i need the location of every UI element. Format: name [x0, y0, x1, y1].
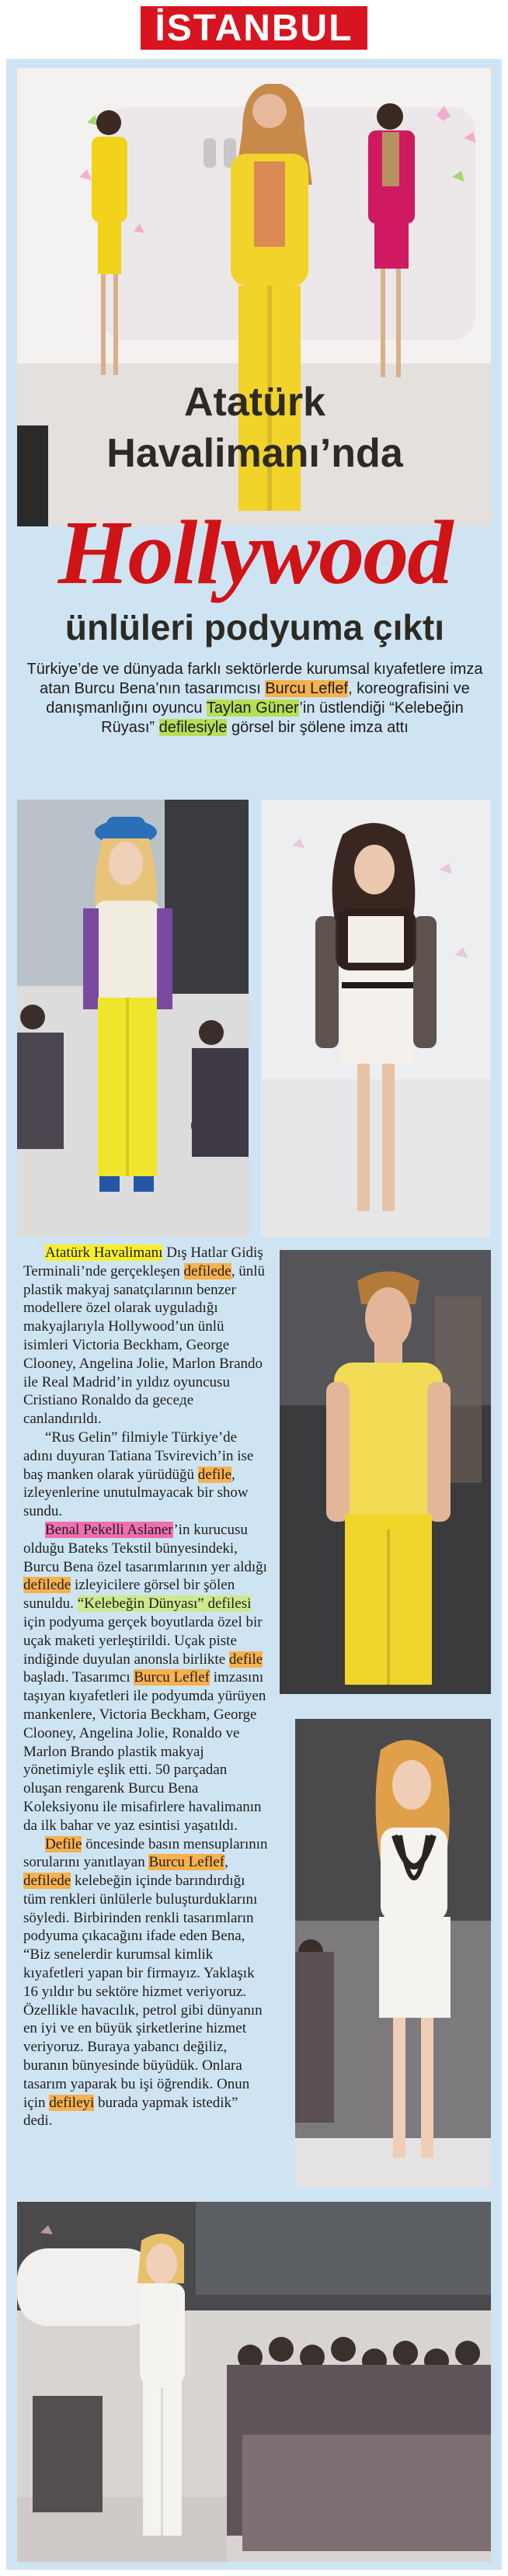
paragraph — [23, 1835, 269, 2131]
text: izleyicilere görsel bir şölen sunuldu. — [23, 1577, 235, 1613]
text: kelebeğin içinde barındırdığı tüm renkleri ünlülerle buluşturduklarını söyledi. Birbirinden renkli tasarımların podyuma çıkacağını ifade eden Bena, “Biz senelerdir kurumsal kimlik kıyafetleri yapan bir firmayız. Yaklaşık 16 yıldır bu sektöre hizmet veriyoruz. Özellikle havacılık, petrol gibi dünyanın en iyi ve en büyük şirketlerine hizmet veriyoruz. Buraya yabancı değiliz, buranın bünyesinde büyüdük. Onlara tasarım yaparak bu işi öğrendik. Onun için — [23, 1873, 263, 2111]
hl-defile: defilede — [23, 1577, 71, 1594]
text: için podyuma gerçek boyutlarda özel bir uçak maketi yerleştirildi. Uçak piste indiğinde duyulan anonsla birlikte — [23, 1613, 263, 1668]
paragraph — [23, 1244, 269, 1429]
text: Dış Hatlar Gidiş Terminali’nde gerçekleşen — [23, 1245, 263, 1279]
text: öncesinde basın mensuplarının sorularını yanıtlayan — [23, 1835, 268, 1871]
deck-name-actor: Taylan Güner — [206, 700, 300, 717]
photo-model-white-dress — [261, 800, 491, 1238]
hl-founder: Benal Pekelli Aslaner — [45, 1521, 174, 1538]
hl-defile: defile — [228, 1651, 263, 1668]
hl-designer: Burcu Leflef — [134, 1669, 210, 1686]
text: “Rus Gelin” filmiyle Türkiye’de adını duyuran Tatiana Tsvirevich’in ise baş manken olarak yürüdüğü — [23, 1429, 254, 1483]
deck-defile: defilesiyle — [158, 719, 228, 736]
text: ’in kurucusu olduğu Bateks Tekstil bünyesindeki, Burcu Bena özel tasarımlarının yer aldığı — [23, 1521, 267, 1575]
text: , izleyenlerine unutulmayacak bir show sundu. — [23, 1466, 249, 1520]
hl-defile: defilede — [23, 1873, 71, 1890]
deck-part: görsel bir şölene imza attı — [227, 719, 409, 736]
headline-sub: ünlüleri podyuma çıktı — [64, 607, 445, 647]
hl-defile: Defile — [45, 1835, 82, 1852]
hl-defile: defilede — [183, 1262, 231, 1279]
deck-part: Türkiye’de ve dünyada farklı sektörlerde kurumsal kıyafetlere imza atan Burcu Bena’nın tasarımcısı — [26, 661, 483, 697]
paragraph — [23, 1521, 269, 1835]
article-body — [23, 1244, 269, 2130]
deck-part: , koreografisini ve danışmanlığını oyuncu — [46, 680, 470, 717]
hl-defile: defileyi — [49, 2094, 95, 2111]
headline-main: Hollywood — [57, 502, 452, 603]
photo-model-necklace — [295, 1719, 491, 2188]
text: başladı. Tasarımcı — [23, 1669, 134, 1686]
headline-line2: Havalimanı’nda — [106, 431, 403, 476]
paragraph — [23, 1429, 269, 1521]
hl-place: Atatürk Havalimanı — [45, 1245, 163, 1261]
text: , — [224, 1854, 228, 1871]
deck-part: ’in üstlendiği “Kelebeğin Rüyası” — [101, 700, 464, 736]
deck-name-designer: Burcu Leflef — [265, 680, 349, 697]
text: , ünlü plastik makyaj sanatçılarının benzer modellere özel olarak uyguladığı makyajlarıyla Hollywood’un ünlü isimleri Victoria Beckham, George Clooney, Angelina Jolie, Marlon Brando ile Real Madrid’in yıldız oyuncusu Cristiano Ronaldo da geceде canlandırıldı. — [23, 1262, 265, 1428]
hl-defile: defile — [197, 1466, 232, 1483]
deck-text — [22, 660, 488, 738]
text: imzasını taşıyan kıyafetleri ile podyumda yürüyen mankenlere, Victoria Beckham, George Clooney, Angelina Jolie, Ronaldo ve Marlon Brando plastik makyaj yönetimiyle eşlik etti. 50 parçadan oluşan rengarenk Burcu Bena Koleksiyonu ile misafirlere havalimanın da ilk bahar ve yaz esintisi yaşatıldı. — [23, 1669, 266, 1834]
hl-designer: Burcu Leflef — [148, 1854, 225, 1871]
hl-show: “Kelebeğin Dünyası” defilesi — [77, 1595, 252, 1613]
masthead: İSTANBUL — [141, 6, 367, 50]
headline-line1: Atatürk — [183, 380, 326, 425]
photo-audience-stage — [17, 2202, 491, 2562]
photo-model-blue-hat — [17, 800, 249, 1238]
text: burada yapmak istedik” dedi. — [23, 2094, 238, 2130]
photo-male-model — [280, 1250, 491, 1694]
